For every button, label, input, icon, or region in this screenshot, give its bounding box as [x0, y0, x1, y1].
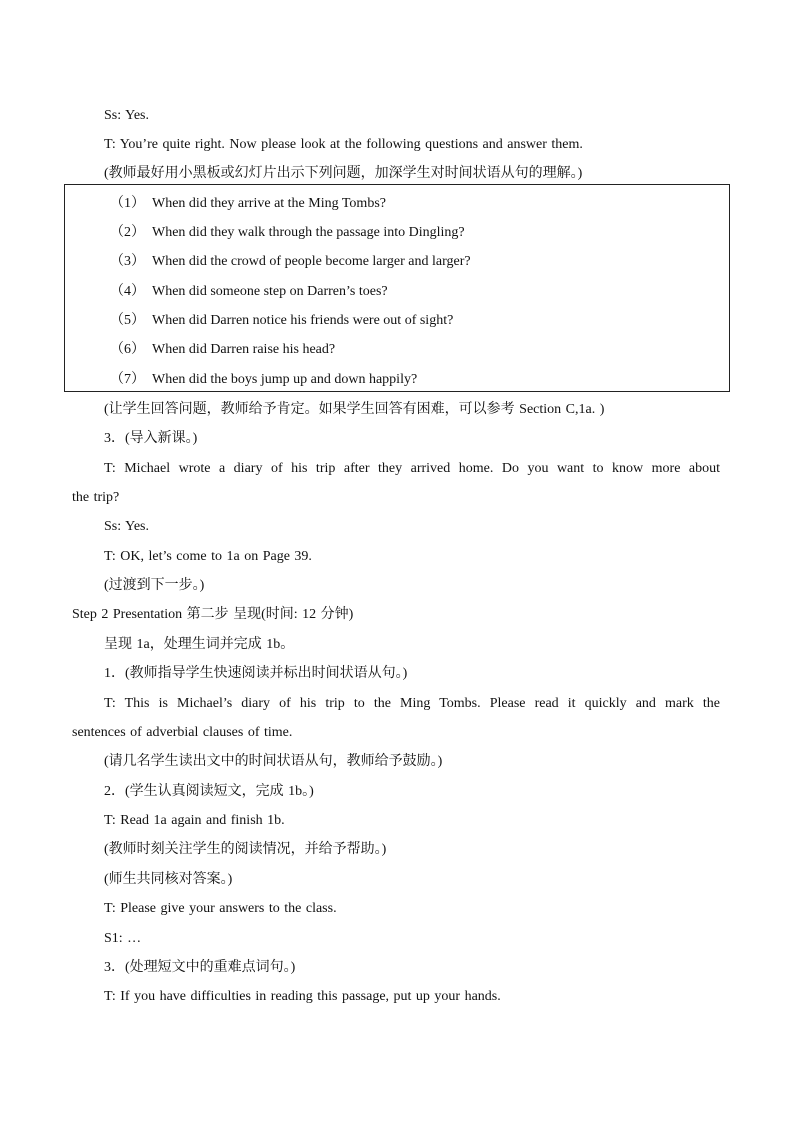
question-text: When did someone step on Darren’s toes? [152, 284, 388, 299]
dialogue-teacher-diary: T: This is Michael’s diary of his trip to the Ming Tombs. Please read it quickly and mark the [104, 696, 720, 711]
dialogue-michael-diary-cont: the trip? [72, 490, 120, 505]
question-number: （2） [110, 225, 145, 240]
dialogue-teacher-difficulties: T: If you have difficulties in reading this passage, put up your hands. [104, 989, 501, 1004]
teacher-note-monitor: (教师时刻关注学生的阅读情况，并给予帮助。) [104, 842, 387, 857]
teacher-note-check: (师生共同核对答案。) [104, 872, 233, 887]
dialogue-ss-yes-2: Ss: Yes. [104, 519, 149, 534]
dialogue-teacher-page: T: OK, let’s come to 1a on Page 39. [104, 549, 312, 564]
question-number: （7） [110, 372, 145, 387]
question-text: When did the crowd of people become larger and larger? [152, 254, 471, 269]
question-item [110, 370, 417, 390]
step-2-heading: Step 2 Presentation 第二步 呈现(时间: 12 分钟) [72, 607, 354, 622]
dialogue-ss-yes: Ss: Yes. [104, 108, 149, 123]
step-item-3-difficulties: 3．(处理短文中的重难点词句。) [104, 960, 296, 975]
teacher-note-questions: (教师最好用小黑板或幻灯片出示下列问题，加深学生对时间状语从句的理解。) [104, 166, 583, 181]
question-text: When did the boys jump up and down happily? [152, 372, 418, 387]
step-2-summary: 呈现 1a，处理生词并完成 1b。 [104, 637, 295, 652]
question-item [110, 252, 471, 272]
question-item [110, 282, 388, 302]
teacher-note-answer: (让学生回答问题，教师给予肯定。如果学生回答有困难，可以参考 Section C,1a. ) [104, 402, 605, 417]
dialogue-teacher-answers: T: Please give your answers to the class. [104, 901, 337, 916]
step-item-1: 1．(教师指导学生快速阅读并标出时间状语从句。) [104, 666, 408, 681]
dialogue-teacher-diary-cont: sentences of adverbial clauses of time. [72, 725, 293, 740]
question-number: （3） [110, 254, 145, 269]
dialogue-teacher-questions: T: You’re quite right. Now please look at the following questions and answer them. [104, 137, 583, 152]
question-item [110, 340, 335, 360]
step-item-2: 2．(学生认真阅读短文，完成 1b。) [104, 784, 314, 799]
question-item [110, 194, 386, 214]
question-number: （6） [110, 342, 145, 357]
question-text: When did Darren notice his friends were out of sight? [152, 313, 454, 328]
dialogue-teacher-read-again: T: Read 1a again and finish 1b. [104, 813, 285, 828]
question-item [110, 223, 465, 243]
question-text: When did Darren raise his head? [152, 342, 336, 357]
questions-box [64, 184, 730, 392]
dialogue-s1: S1: … [104, 931, 142, 946]
question-text: When did they walk through the passage into Dingling? [152, 225, 465, 240]
question-number: （5） [110, 313, 145, 328]
step-item-3-lead-in: 3．(导入新课。) [104, 431, 198, 446]
question-number: （1） [110, 196, 145, 211]
question-text: When did they arrive at the Ming Tombs? [152, 196, 386, 211]
teacher-note-transition: (过渡到下一步。) [104, 578, 205, 593]
dialogue-michael-diary: T: Michael wrote a diary of his trip after they arrived home. Do you want to know more about [104, 461, 720, 476]
question-number: （4） [110, 284, 145, 299]
question-item [110, 311, 453, 331]
teacher-note-read-aloud: (请几名学生读出文中的时间状语从句，教师给予鼓励。) [104, 754, 443, 769]
